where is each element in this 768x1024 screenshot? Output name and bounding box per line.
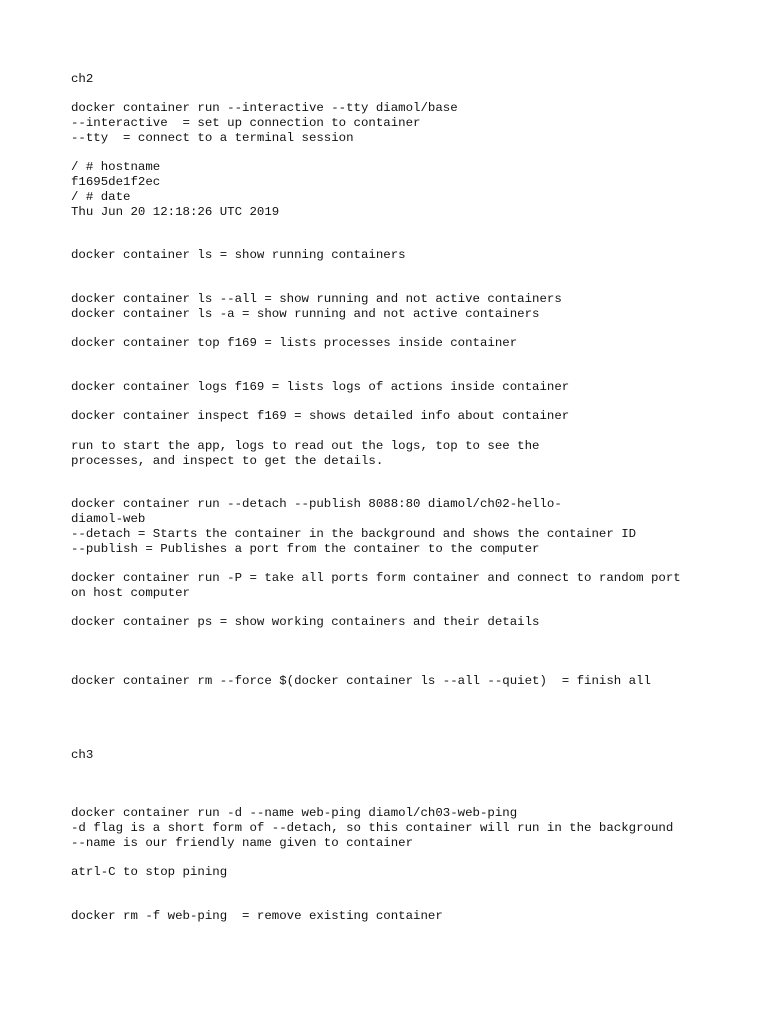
note-line: atrl-C to stop pining xyxy=(71,865,228,879)
command-line: docker container ls --all = show running and not active containers xyxy=(71,292,562,306)
note-line: --tty = connect to a terminal session xyxy=(71,131,354,145)
terminal-line: / # date xyxy=(71,190,131,204)
command-line: docker container run --interactive --tty diamol/base xyxy=(71,101,458,115)
command-line: docker container run -P = take all ports form container and connect to random port xyxy=(71,571,681,585)
command-line: docker container top f169 = lists processes inside container xyxy=(71,336,518,350)
command-line: docker container run --detach --publish 8088:80 diamol/ch02-hello- xyxy=(71,497,562,511)
command-line: docker container inspect f169 = shows detailed info about container xyxy=(71,409,570,423)
terminal-line: Thu Jun 20 12:18:26 UTC 2019 xyxy=(71,205,280,219)
command-line: docker container run -d --name web-ping diamol/ch03-web-ping xyxy=(71,806,518,820)
heading-ch3: ch3 xyxy=(71,748,94,762)
note-line: processes, and inspect to get the details. xyxy=(71,454,384,468)
command-line: on host computer xyxy=(71,586,190,600)
note-line: --name is our friendly name given to container xyxy=(71,836,414,850)
note-line: run to start the app, logs to read out the logs, top to see the xyxy=(71,439,540,453)
heading-ch2: ch2 xyxy=(71,72,94,86)
command-line: docker container ls = show running containers xyxy=(71,248,406,262)
note-line: --interactive = set up connection to container xyxy=(71,116,421,130)
command-line: docker rm -f web-ping = remove existing container xyxy=(71,909,443,923)
command-line: docker container rm --force $(docker container ls --all --quiet) = finish all xyxy=(71,674,651,688)
command-line: docker container ls -a = show running and not active containers xyxy=(71,307,540,321)
note-line: --publish = Publishes a port from the container to the computer xyxy=(71,542,540,556)
terminal-line: / # hostname xyxy=(71,160,161,174)
note-line: -d flag is a short form of --detach, so this container will run in the background xyxy=(71,821,674,835)
command-line: docker container logs f169 = lists logs of actions inside container xyxy=(71,380,570,394)
command-line: diamol-web xyxy=(71,512,146,526)
command-line: docker container ps = show working containers and their details xyxy=(71,615,540,629)
note-line: --detach = Starts the container in the background and shows the container ID xyxy=(71,527,637,541)
terminal-line: f1695de1f2ec xyxy=(71,175,161,189)
